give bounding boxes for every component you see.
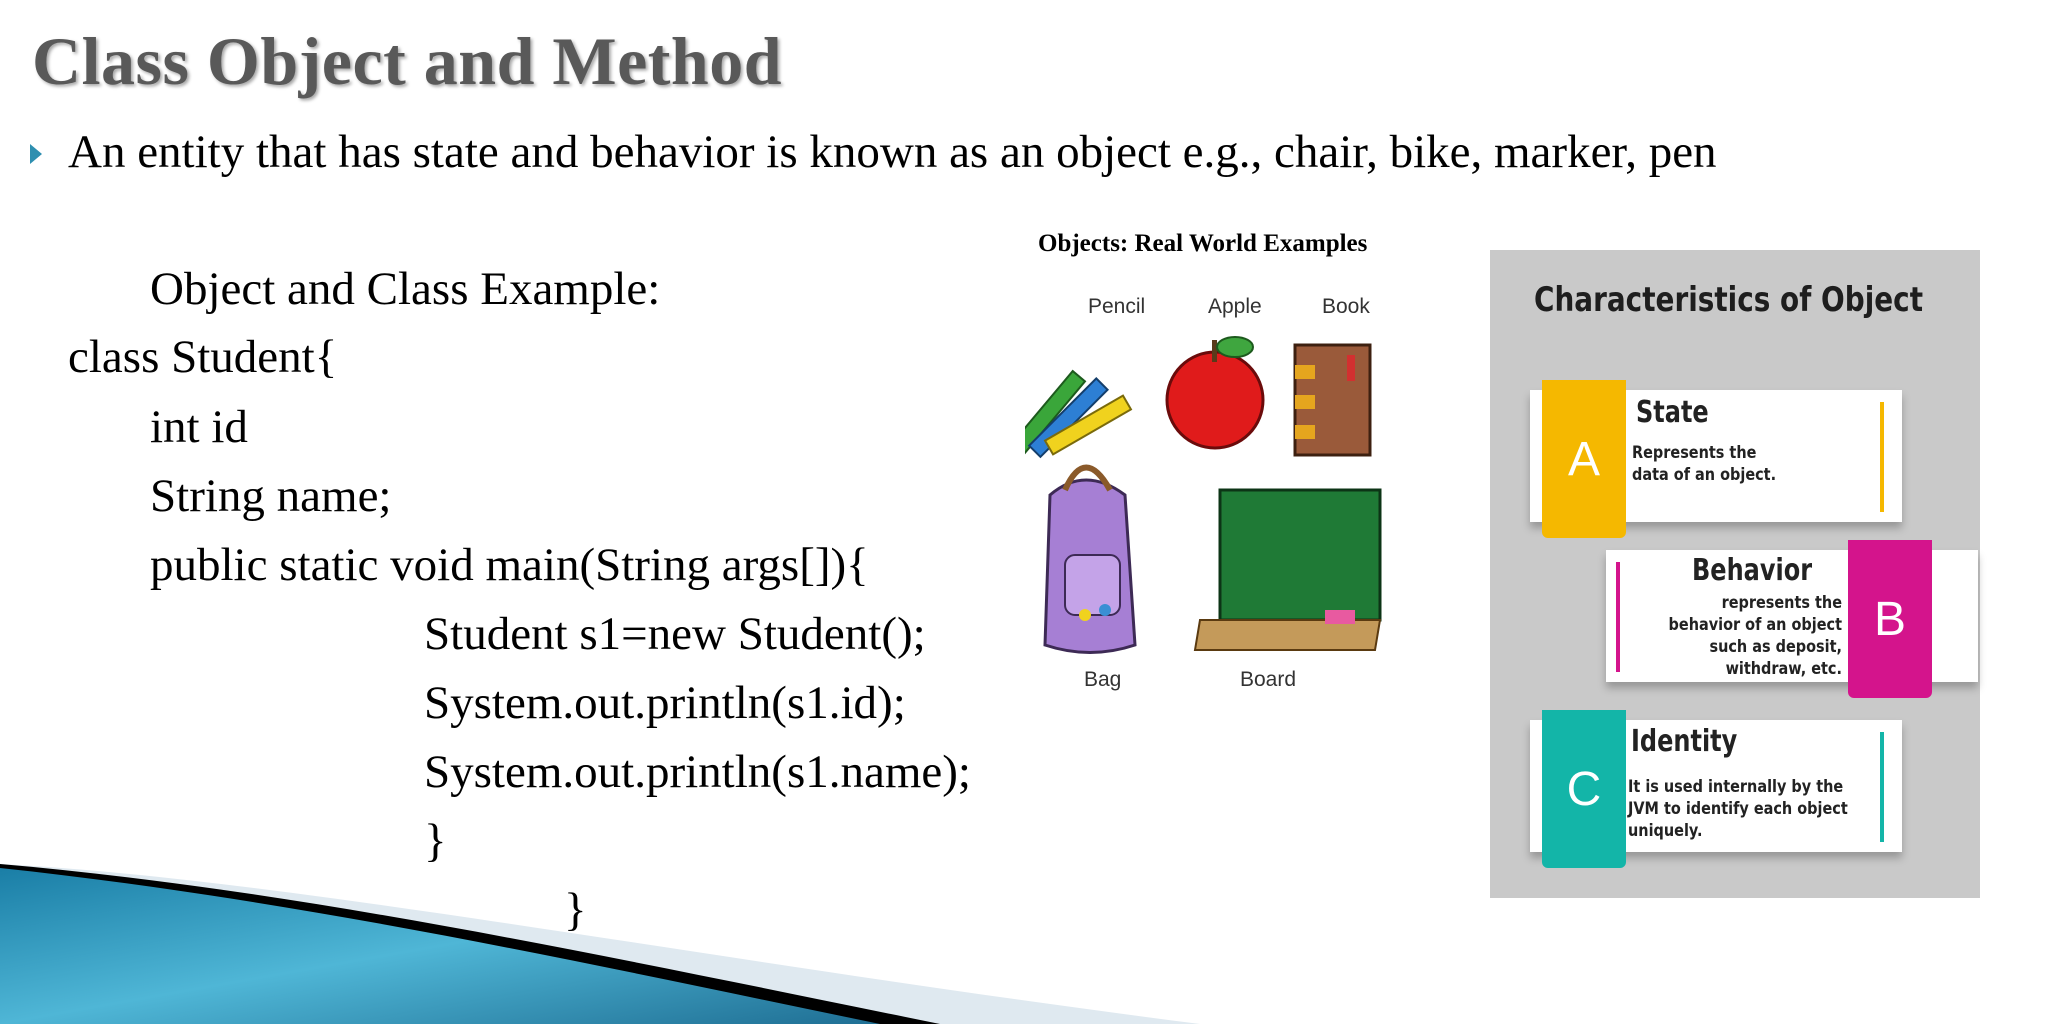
bullet-text: An entity that has state and behavior is known as an object e.g., chair, bike, marker, pen: [68, 126, 1717, 178]
letter-tab-c: C: [1542, 710, 1626, 868]
board-icon: [1195, 490, 1380, 650]
characteristics-panel: [1490, 250, 1980, 898]
characteristic-description: Represents the data of an object.: [1632, 443, 1777, 485]
accent-bar: [1880, 732, 1884, 842]
characteristic-heading: Behavior: [1691, 553, 1812, 588]
book-icon: [1295, 345, 1370, 455]
letter-tab-b: B: [1848, 540, 1932, 698]
characteristics-title: Characteristics of Object: [1534, 280, 1924, 320]
accent-bar: [1616, 562, 1620, 672]
code-line: Student s1=new Student();: [424, 608, 926, 660]
code-line: String name;: [150, 470, 392, 522]
code-line: }: [564, 884, 587, 936]
code-heading: Object and Class Example:: [150, 263, 661, 315]
object-label: Pencil: [1088, 295, 1146, 318]
slide-title: Class Object and Method: [32, 23, 783, 99]
pencil-icon: [1025, 371, 1131, 457]
object-label: Board: [1240, 668, 1297, 691]
apple-icon: [1167, 337, 1263, 448]
accent-bar: [1880, 402, 1884, 512]
object-label: Book: [1322, 295, 1370, 318]
characteristic-heading: State: [1636, 395, 1709, 430]
object-label: Apple: [1208, 295, 1262, 318]
bag-icon: [1045, 468, 1135, 653]
code-line: System.out.println(s1.id);: [424, 677, 906, 729]
code-line: }: [424, 815, 447, 867]
code-line: System.out.println(s1.name);: [424, 746, 971, 798]
objects-figure-title: Objects: Real World Examples: [1038, 230, 1368, 257]
characteristic-description: represents the behavior of an object such as deposit, withdraw, etc.: [1668, 593, 1842, 679]
object-label: Bag: [1084, 668, 1122, 691]
characteristic-description: It is used internally by the JVM to identify each object uniquely.: [1628, 777, 1848, 841]
bullet-item: [30, 125, 1717, 179]
code-line: int id: [150, 401, 248, 453]
letter-tab-a: A: [1542, 380, 1626, 538]
code-line: public static void main(String args[]){: [150, 539, 869, 591]
objects-illustration: [1025, 325, 1395, 665]
code-line: class Student{: [68, 331, 338, 383]
bullet-triangle-icon: [30, 144, 42, 164]
characteristic-heading: Identity: [1631, 724, 1738, 759]
